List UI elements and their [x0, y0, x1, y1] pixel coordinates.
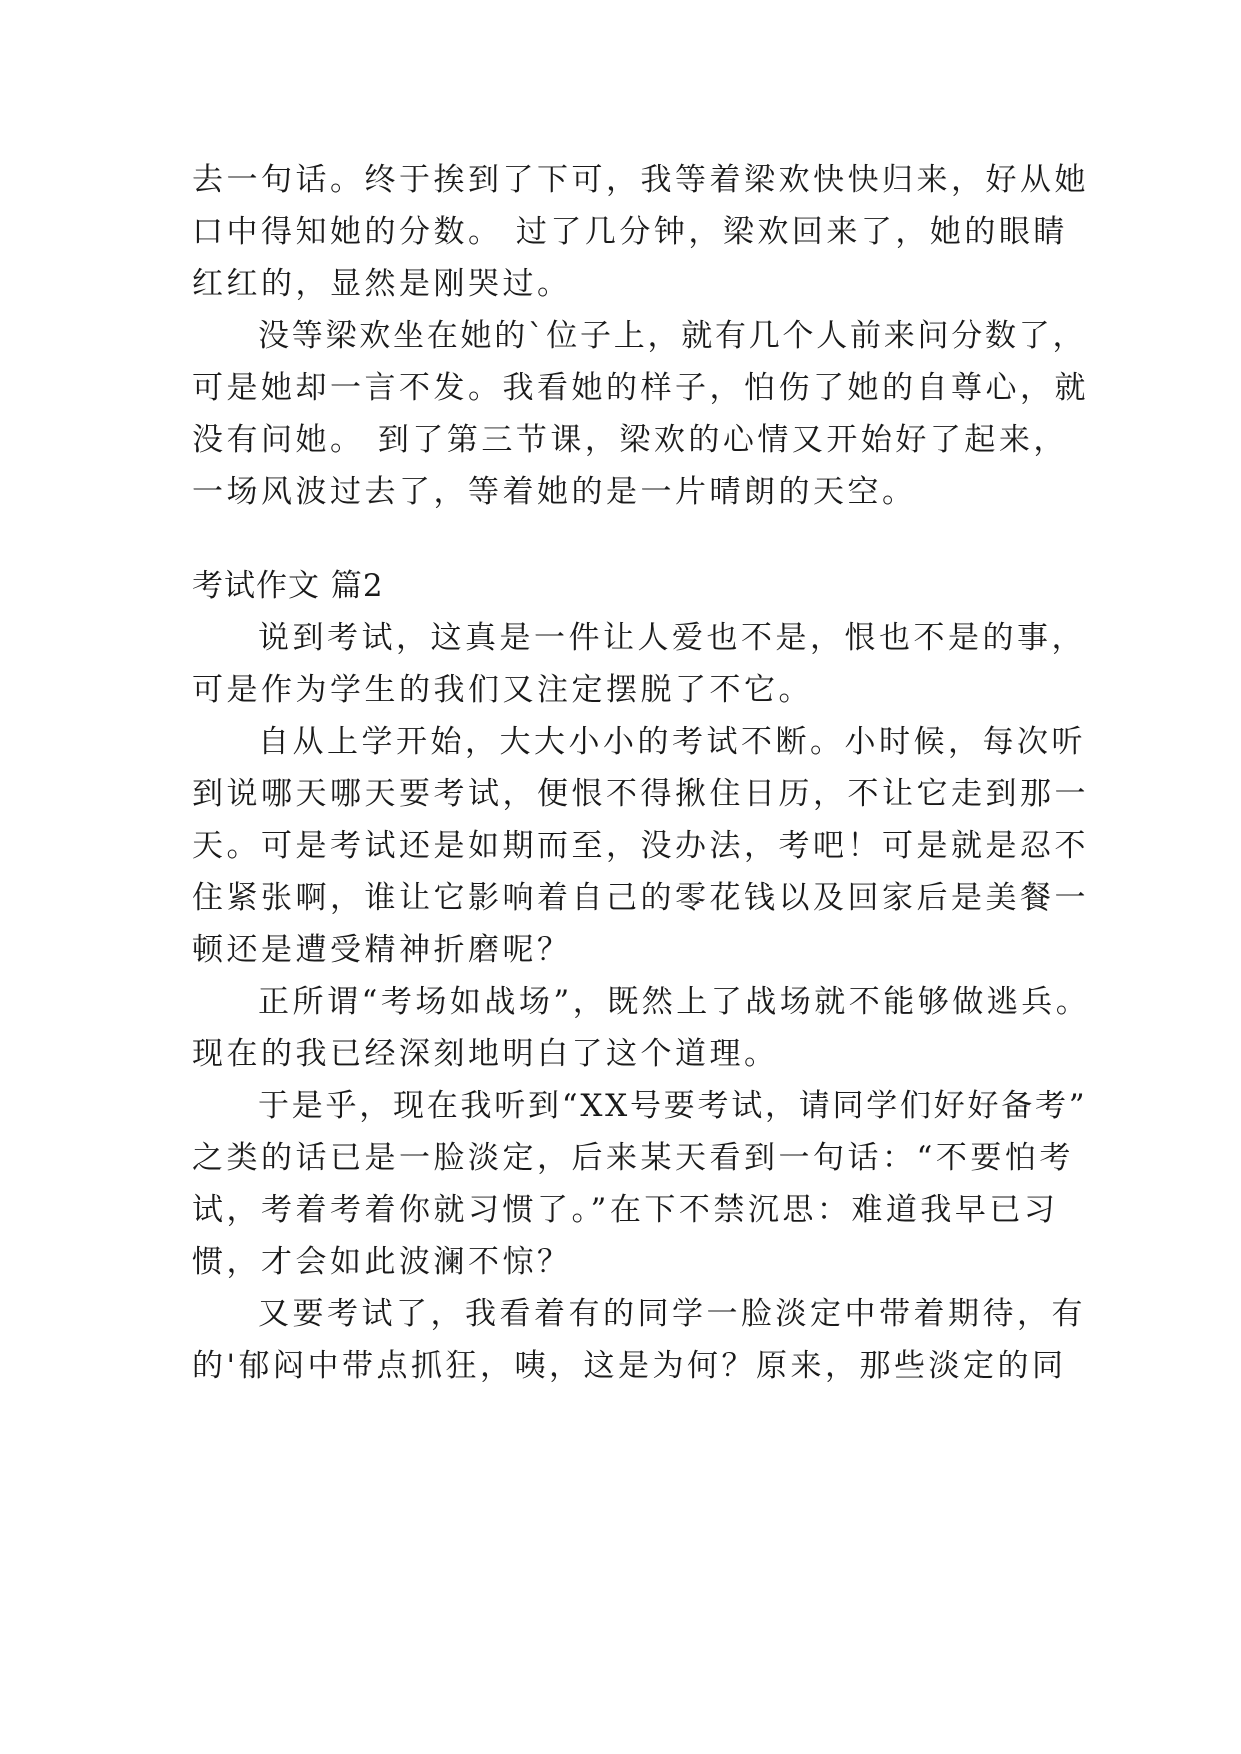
text-line: 说到考试，这真是一件让人爱也不是，恨也不是的事， — [258, 620, 1086, 656]
text-line: 红红的，显然是刚哭过。 — [192, 266, 572, 302]
text-line: 之类的话已是一脸淡定，后来某天看到一句话：“不要怕考 — [192, 1140, 1074, 1176]
text-line: 正所谓“考场如战场”，既然上了战场就不能够做逃兵。 — [258, 984, 1091, 1020]
text-line: 自从上学开始，大大小小的考试不断。小时候，每次听 — [258, 724, 1086, 760]
text-line: 试，考着考着你就习惯了。”在下不禁沉思：难道我早已习 — [192, 1192, 1059, 1228]
section-heading: 考试作文 篇2 — [192, 568, 384, 604]
text-line: 没等梁欢坐在她的`位子上，就有几个人前来问分数了， — [258, 318, 1087, 354]
text-line: 顿还是遭受精神折磨呢？ — [192, 932, 572, 968]
text-line: 又要考试了，我看着有的同学一脸淡定中带着期待，有 — [258, 1296, 1086, 1332]
text-line: 到说哪天哪天要考试，便恨不得揪住日历，不让它走到那一 — [192, 776, 1089, 812]
text-line: 天。可是考试还是如期而至，没办法，考吧！可是就是忍不 — [192, 828, 1089, 864]
text-line: 没有问她。 到了第三节课，梁欢的心情又开始好了起来， — [192, 422, 1068, 458]
text-line: 现在的我已经深刻地明白了这个道理。 — [192, 1036, 779, 1072]
text-line: 可是她却一言不发。我看她的样子，怕伤了她的自尊心，就 — [192, 370, 1089, 406]
text-line: 于是乎，现在我听到“XX号要考试，请同学们好好备考” — [258, 1088, 1088, 1124]
text-line: 住紧张啊，谁让它影响着自己的零花钱以及回家后是美餐一 — [192, 880, 1089, 916]
text-line: 去一句话。终于挨到了下可，我等着梁欢快快归来，好从她 — [192, 162, 1089, 198]
text-line: 可是作为学生的我们又注定摆脱了不它。 — [192, 672, 813, 708]
text-line: 的'郁闷中带点抓狂，咦，这是为何？原来，那些淡定的同 — [192, 1348, 1067, 1384]
text-line: 惯，才会如此波澜不惊？ — [192, 1244, 572, 1280]
text-line: 一场风波过去了，等着她的是一片晴朗的天空。 — [192, 474, 917, 510]
text-line: 口中得知她的分数。 过了几分钟，梁欢回来了，她的眼睛 — [192, 214, 1068, 250]
